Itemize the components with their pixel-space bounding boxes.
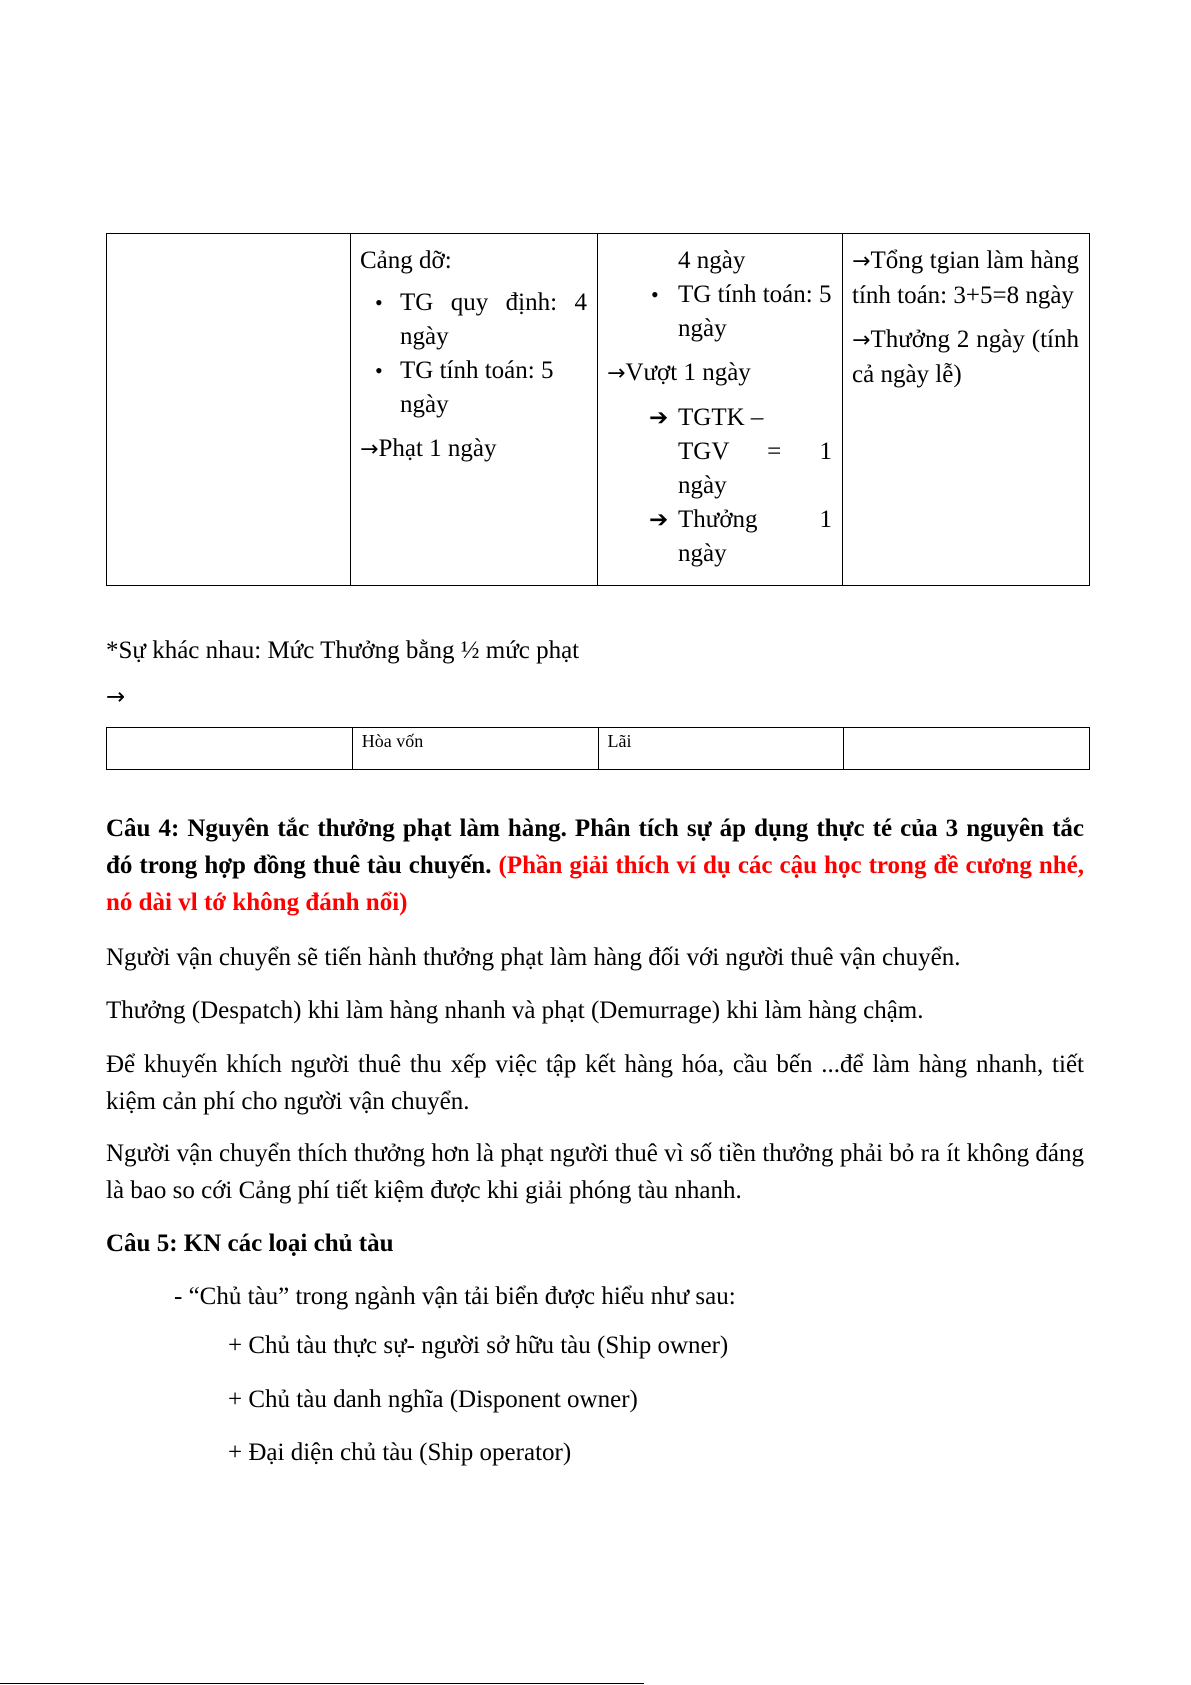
table-cell: Lãi <box>598 728 844 770</box>
question-4-title: Câu 4: Nguyên tắc thưởng phạt làm hàng. Phân tích sự áp dụng thực té của 3 nguyên tắc đó trong hợp đồng thuê tàu chuyến. <box>106 815 1084 879</box>
result-line: →Phạt 1 ngày <box>360 435 497 462</box>
table-row <box>107 234 1090 586</box>
result-line: →Vượt 1 ngày <box>607 359 751 386</box>
paragraph: Người vận chuyển thích thưởng hơn là phạt người thuê vì số tiền thưởng phải bỏ ra ít không đáng là bao so cới Cảng phí tiết kiệm được khi giải phóng tàu nhanh. <box>106 1140 1084 1204</box>
cell-heading: Cảng dỡ: <box>360 247 452 274</box>
paragraph: Thưởng (Despatch) khi làm hàng nhanh và phạt (Demurrage) khi làm hàng chậm. <box>106 997 924 1024</box>
sub-item-line: TGV = 1 <box>678 438 832 465</box>
arrow-icon: → <box>360 437 379 462</box>
question-5-title: Câu 5: KN các loại chủ tàu <box>106 1230 394 1257</box>
paragraph: Người vận chuyển sẽ tiến hành thưởng phạt làm hàng đối với người thuê vận chuyển. <box>106 944 961 971</box>
sub-item-line: ngày <box>678 472 727 499</box>
question-5-intro: - “Chủ tàu” trong ngành vận tải biển được hiểu như sau: <box>174 1283 736 1310</box>
bullet-icon: • <box>375 358 383 383</box>
table-cell-unloading-port <box>351 234 598 586</box>
reward-line: →Thưởng 2 ngày (tính cả ngày lễ) <box>852 326 1079 388</box>
total-line: →Tổng tgian làm hàng tính toán: 3+5=8 ngày <box>852 247 1079 309</box>
table-cell-empty <box>107 234 351 586</box>
list-item: + Chủ tàu danh nghĩa (Disponent owner) <box>228 1386 638 1413</box>
sub-item-line: ngày <box>678 540 727 567</box>
table-cell <box>844 728 1090 770</box>
sub-item <box>607 503 832 571</box>
bold-arrow-icon: ➔ <box>649 507 669 533</box>
list-item: + Đại diện chủ tàu (Ship operator) <box>228 1439 572 1466</box>
list-item: • TG quy định: 4 ngày <box>360 286 587 354</box>
sub-item-line: Thưởng 1 <box>678 506 832 533</box>
question-4-heading <box>106 810 1084 921</box>
arrow-icon: → <box>852 328 871 353</box>
table-cell: Hòa vốn <box>352 728 598 770</box>
table-cell-total <box>843 234 1090 586</box>
arrow-icon: → <box>607 361 626 386</box>
arrow-icon: → <box>106 684 126 710</box>
difference-note: *Sự khác nhau: Mức Thưởng bằng ½ mức phạt <box>106 637 580 664</box>
sub-item-line: TGTK – <box>678 404 764 431</box>
table-cell-calculation <box>598 234 843 586</box>
list-item: • TG tính toán: 5 ngày <box>607 278 832 346</box>
table-row <box>107 728 1090 770</box>
continued-text: 4 ngày <box>678 247 746 274</box>
list-item: • TG tính toán: 5 ngày <box>360 354 587 422</box>
paragraph: Để khuyến khích người thuê thu xếp việc tập kết hàng hóa, cầu bến ...để làm hàng nhanh, tiết kiệm cản phí cho người vận chuyển. <box>106 1051 1084 1115</box>
footer-divider <box>0 1683 644 1684</box>
comparison-table <box>106 233 1090 586</box>
bullet-icon: • <box>375 290 383 315</box>
arrow-icon: → <box>852 249 871 274</box>
break-even-table <box>106 727 1090 770</box>
sub-item <box>607 401 832 503</box>
bullet-icon: • <box>651 282 659 307</box>
question-4-note: (Phần giải thích ví dụ các cậu học trong đề cương nhé, nó dài vl tớ không đánh nổi) <box>106 852 1084 916</box>
table-cell <box>107 728 353 770</box>
bold-arrow-icon: ➔ <box>649 405 669 431</box>
list-item: + Chủ tàu thực sự- người sở hữu tàu (Ship owner) <box>228 1332 729 1359</box>
